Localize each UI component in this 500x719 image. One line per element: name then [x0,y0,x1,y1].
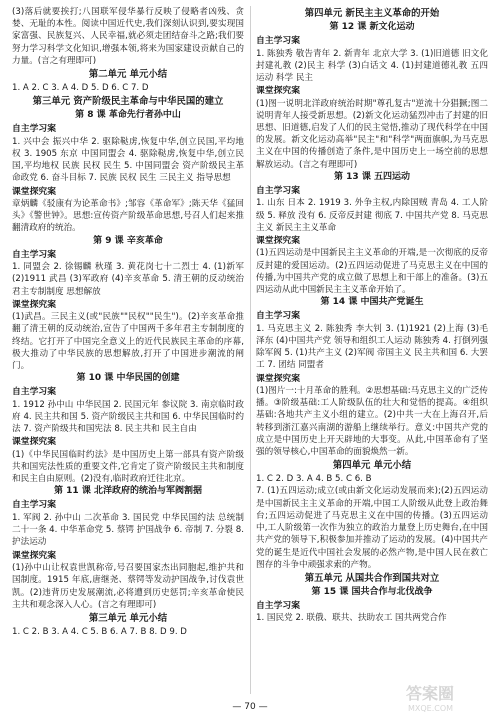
section-heading: 自主学习案 [256,600,300,611]
watermark-url: MXQE.COM [408,704,454,713]
lesson-heading: 第 13 课 五四运动 [334,171,410,182]
section-heading: 课堂探究案 [256,373,300,384]
right-column [256,6,488,625]
section-heading: 课堂探究案 [12,437,56,448]
answer-paragraph: 1. 军阀 2. 孙中山 二次革命 3. 国民党 中华民国约法 总统制 二十一条 4. 中华革命党 5. 蔡锷 护国战争 6. 帝制 7. 分裂 8. 护法运动 [12,512,244,548]
answer-page [12,6,488,696]
answer-paragraph: 1. 陈独秀 敬告青年 2. 新青年 北京大学 3. (1)旧道德 旧文化 封建礼教 (2)民主 科学 (3)白话文 4. (1)封建道德礼教 五四运动 科学 民主 [256,48,488,83]
answer-paragraph: 1. 马克思主义 2. 陈独秀 李大钊 3. (1)1921 (2)上海 (3)毛泽东 (4)中国共产党 领导和组织工人运动 陈独秀 4. 打倒列强 除军阀 5. (1)共产主义 (2)军阀 帝国主义 民主共和国 6. 大罢工 7. 团结 同盟者 [256,323,488,371]
answer-paragraph: 1. 国民党 2. 联俄、联共、扶助农工 国共两党合作 [256,613,447,624]
lesson-heading: 第 15 课 国共合作与北伐战争 [311,586,433,597]
answer-paragraph: 1. A 2. C 3. A 4. D 5. D 6. C 7. D [12,83,149,94]
watermark-logo [402,681,492,715]
lesson-heading: 第 10 课 中华民国的创建 [76,373,180,384]
section-heading: 自主学习案 [256,185,300,196]
section-heading: 自主学习案 [12,387,56,398]
answer-paragraph: 章炳麟《驳康有为论革命书》;邹容《革命军》;陈天华《猛回头》《警世钟》。思想:宣传资产阶级革命思想,号召人们起来推翻清政府的统治。 [12,199,244,234]
answer-paragraph: (3)落后就要挨打;八国联军侵华暴行反映了侵略者凶残、贪婪、无耻的本性。阅读中国近代史,我们深刻认识到,要实现国家富强、民族复兴、人民幸福,就必须走团结奋斗之路;我们要努力学习科学文化知识,增强本领,将来为国家建设贡献自己的力量。(言之有理即可) [12,7,244,66]
answer-paragraph: 1. C 2. B 3. A 4. C 5. B 6. A 7. B 8. D 9. D [12,626,187,637]
column-divider [250,6,251,694]
section-heading: 自主学习案 [12,249,56,260]
section-heading: 自主学习案 [256,311,300,322]
answer-paragraph: 7. (1)五四运动;成立(或由新文化运动发展而来);(2)五四运动是中国新民主主义革命的开端,中国工人阶级从此登上政治舞台;五四运动促进了马克思主义在中国的传播。(3)五四运动中,工人阶级第一次作为独立的政治力量登上历史舞台,在中国共产党的领导下,积极参加并推动了运动的发展。(4)中国共产党的诞生是近代中国社会发展的必然产物,是中国人民在救亡图存的斗争中顽强求索的产物。 [256,486,488,570]
section-heading: 课堂探究案 [256,86,300,97]
unit-heading: 第三单元 单元小结 [88,612,168,624]
lesson-heading: 第 11 课 北洋政府的统治与军阀割据 [54,486,202,497]
answer-paragraph: (1)武昌。三民主义(或"民族""民权""民生")。(2)辛亥革命推翻了清王朝的反动统治,宣告了中国两千多年君主专制制度的终结。它打开了中国完全意义上的近代民族民主革命的序幕,极大推动了中华民族的思想解放,打开了中国进步潮流的闸门。 [12,312,244,372]
section-heading: 自主学习案 [12,124,56,135]
answer-paragraph: (1)孙中山让权袁世凯称帝,号召要国家杰出同胞起,维护共和国制度。1915 年底,唐继尧、蔡锷等发动护国战争,讨伐袁世凯。(2)违背历史发展潮流,必将遭到历史惩罚;辛亥革命使民主共和观念深入人心。(言之有理即可) [12,563,244,610]
answer-paragraph: (1)图片一:十月革命的胜利。②思想基础:马克思主义的广泛传播。③阶级基础:工人阶级队伍的壮大和觉悟的提高。④组织基础:各地共产主义小组的建立。(2)中共一大在上海召开,后转移到浙江嘉兴南湖的游船上继续举行。意义:中国共产党的成立是中国历史上开天辟地的大事变。从此,中国革命有了坚强的领导核心,中国革命的面貌焕然一新。 [256,386,488,458]
lesson-heading: 第 8 课 革命先行者孙中山 [75,110,181,121]
page-number: — 70 — [232,702,268,712]
answer-paragraph: 1. C 2. D 3. A 4. B 5. C 6. B [256,474,372,485]
lesson-heading: 第 14 课 中国共产党诞生 [320,297,424,308]
answer-paragraph: 1. 山东 日本 2. 1919 3. 外争主权,内除国贼 青岛 4. 工人阶级 5. 释放 没有 6. 反帝反封建 彻底 7. 中国共产党 8. 马克思主义 新民主主义革命 [256,198,488,233]
section-heading: 课堂探究案 [256,235,300,246]
section-heading: 自主学习案 [12,500,56,511]
unit-heading: 第三单元 资产阶级民主革命与中华民国的建立 [32,96,224,108]
answer-paragraph: (1)五四运动是中国新民主主义革命的开端,是一次彻底的反帝反封建的爱国运动。(2)五四运动促进了马克思主义在中国的传播,为中国共产党的成立做了思想上和干部上的准备。(3)五四运动从此中国新民主主义革命开始了。 [256,248,488,296]
answer-paragraph: 1. 1912 孙中山 中华民国 2. 民国元年 参议院 3. 南京临时政府 4. 民主共和国 5. 资产阶级民主共和国 6. 中华民国临时约法 7. 资产阶级共和国宪法 8. 民主共和 民主自由 [12,399,244,435]
watermark-text: 答案圈 [406,684,455,703]
answer-paragraph: 1. 同盟会 2. 徐锡麟 秋瑾 3. 黄花岗七十二烈士 4. (1)新军 (2)1911 武昌 (3)军政府 (4)辛亥革命 5. 清王朝的反动统治 君主专制制度 思想解放 [12,262,244,297]
answer-paragraph: (1)《中华民国临时约法》是中国历史上第一部具有资产阶级共和国宪法性质的重要文件,它肯定了资产阶级民主共和制度和民主自由原则。(2)没有,临时政府迁往北京。 [12,449,244,485]
unit-heading: 第二单元 单元小结 [88,69,168,81]
section-heading: 课堂探究案 [12,186,56,197]
answer-paragraph: 1. 兴中会 振兴中华 2. 驱除鞑虏,恢复中华,创立民国,平均地权 3. 1905 东京 中国同盟会 4. 驱除鞑虏,恢复中华,创立民国,平均地权 民族 民权 民生 5. 中国同盟会 资产阶级民主革命政党 6. 奋斗目标 7. 民族 民权 民生 三民主义 指导思想 [12,136,244,184]
section-heading: 课堂探究案 [12,299,56,310]
lesson-heading: 第 12 课 新文化运动 [329,22,415,32]
section-heading: 自主学习案 [256,36,300,46]
unit-heading: 第四单元 单元小结 [332,460,412,472]
answer-paragraph: (1)图一说明北洋政府统治时期"尊孔复古"逆流十分猖獗;图二说明青年人接受新思想。(2)新文化运动猛烈冲击了封建的旧思想、旧道德,启发了人们的民主觉悟,推动了现代科学在中国的发展。新文化运动高举"民主"和"科学"两面旗帜,为马克思主义在中国的传播创造了条件,是中国历史上一场空前的思想解放运动。(言之有理即可) [256,98,488,170]
unit-heading: 第四单元 新民主主义革命的开始 [304,8,440,19]
unit-heading: 第五单元 从国共合作到国共对立 [304,572,440,584]
lesson-heading: 第 9 课 辛亥革命 [93,235,163,246]
section-heading: 课堂探究案 [12,550,56,561]
left-column [12,6,244,638]
